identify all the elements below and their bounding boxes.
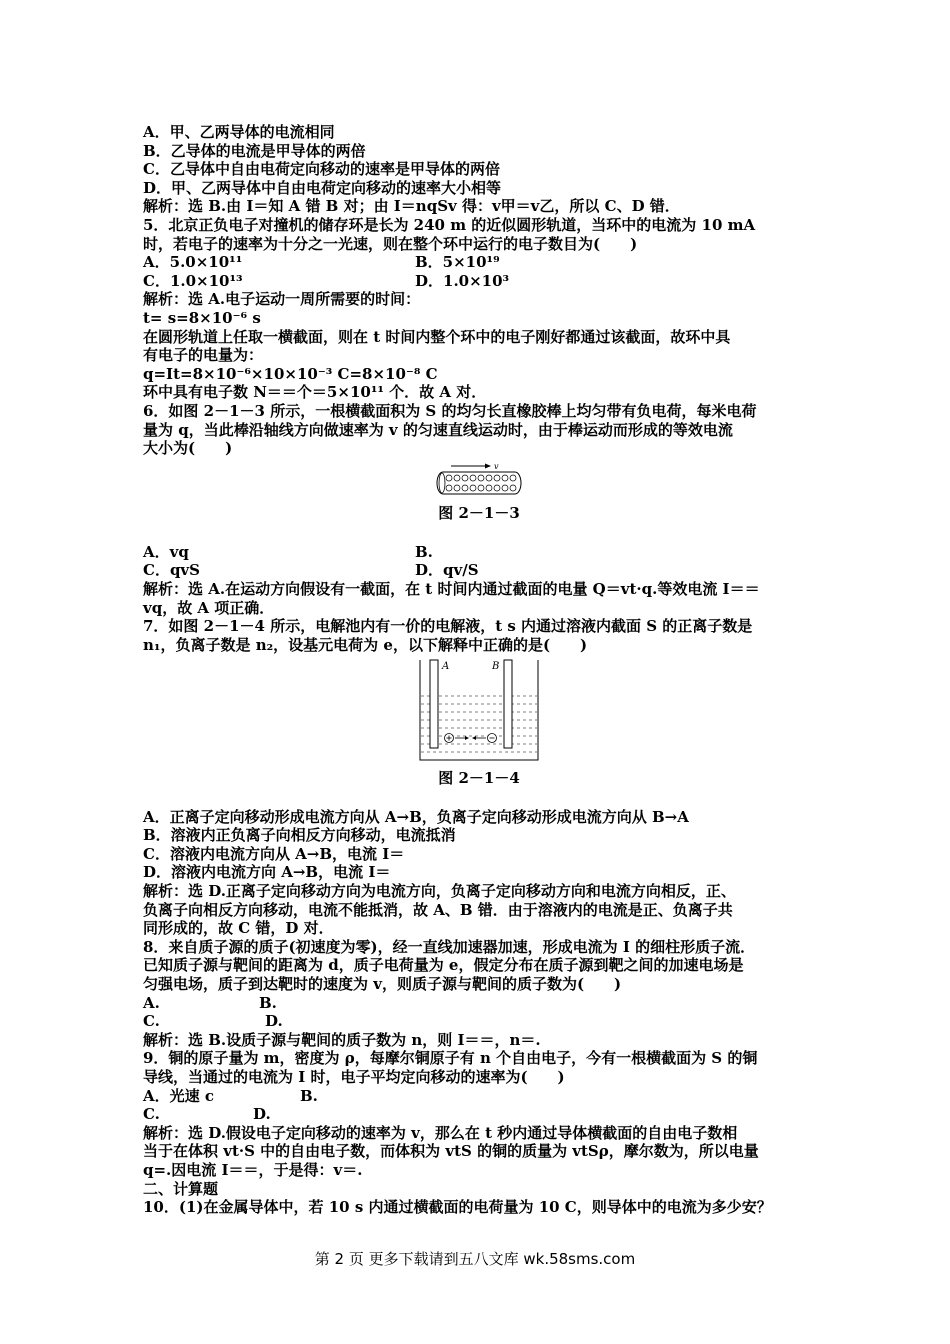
q9-option-a: A．光速 c <box>143 1086 214 1105</box>
ion-arrow-left-head <box>472 736 476 740</box>
q6-option-b: B. <box>415 542 433 561</box>
rod-charges <box>446 475 516 491</box>
q8-stem-line-3: 匀强电场，质子到达靶时的速度为 v，则质子源与靶间的质子数为( ) <box>143 974 622 993</box>
rod-charge <box>510 485 516 491</box>
q7-analysis-line-2: 负离子向相反方向移动，电流不能抵消，故 A、B 错．由于溶液内的电流是正、负离子共 <box>143 900 733 919</box>
q5-option-b: B．5×10¹⁹ <box>415 253 500 272</box>
q9-analysis-line-3: q=.因电流 I＝＝，于是得：v＝. <box>143 1160 363 1179</box>
rod-charge <box>478 485 484 491</box>
page-content <box>143 123 815 1217</box>
q9-analysis-line-1: 解析：选 D.假设电子定向移动的速率为 v，那么在 t 秒内通过导体横截面的自由电子数相 <box>143 1123 738 1142</box>
q7-option-b: B．溶液内正负离子向相反方向移动，电流抵消 <box>143 826 456 845</box>
q6-options-row-1 <box>143 543 815 562</box>
q5-analysis-line-4: 有电子的电量为： <box>143 346 264 365</box>
q8-options-row-1 <box>143 994 815 1013</box>
electrode-a <box>430 660 438 748</box>
q7-stem-line-1: 7．如图 2－1－4 所示，电解池内有一价的电解液，t s 内通过溶液内截面 S 的正离子数是 <box>143 617 753 636</box>
q8-stem-line-1: 8．来自质子源的质子(初速度为零)，经一直线加速器加速，形成电流为 I 的细柱形质子流． <box>143 937 756 956</box>
q9-option-d: D. <box>253 1105 271 1124</box>
rod-charge <box>454 475 460 481</box>
rod-charge <box>478 475 484 481</box>
q9-stem-line-1: 9．铜的原子量为 m，密度为 ρ，每摩尔铜原子有 n 个自由电子，今有一根横截面为 S 的铜 <box>143 1049 758 1068</box>
q8-option-c: C. <box>143 1012 160 1031</box>
q7-analysis-line-1: 解析：选 D.正离子定向移动方向为电流方向，负离子定向移动方向和电流方向相反，正、 <box>143 882 736 900</box>
q4-option-c: C．乙导体中自由电荷定向移动的速率是甲导体的两倍 <box>143 160 500 179</box>
q4-option-b: B．乙导体的电流是甲导体的两倍 <box>143 141 366 160</box>
figure-2-1-4-caption: 图 2－1－4 <box>438 769 520 788</box>
q7-option-a: A．正离子定向移动形成电流方向从 A→B，负离子定向移动形成电流方向从 B→A <box>143 807 689 826</box>
q10-stem: 10．(1)在金属导体中，若 10 s 内通过横截面的电荷量为 10 C，则导体中的电流为多少安？ <box>143 1198 772 1217</box>
q9-options-row-1 <box>143 1087 815 1106</box>
q9-stem-line-2: 导线，当通过的电流为 I 时，电子平均定向移动的速率为( ) <box>143 1067 565 1086</box>
rod-charge <box>494 485 500 491</box>
q5-option-c: C．1.0×10¹³ <box>143 271 243 290</box>
q4-option-d: D．甲、乙两导体中自由电荷定向移动的速率大小相等 <box>143 178 502 197</box>
page-footer: 第 2 页 更多下载请到五八文库 wk.58sms.com <box>314 1250 636 1268</box>
ion-arrow-right-head <box>465 736 469 740</box>
rod-charge <box>470 475 476 481</box>
q7-analysis-line-3: 同形成的，故 C 错，D 对． <box>143 919 334 938</box>
q6-option-c: C．qvS <box>143 561 200 580</box>
q5-options-row-2 <box>143 272 815 291</box>
rod-charge <box>486 485 492 491</box>
q7-stem-line-2: n₁，负离子数是 n₂，设基元电荷为 e，以下解释中正确的是( ) <box>143 635 588 654</box>
q6-analysis-line-1: 解析：选 A.在运动方向假设有一截面，在 t 时间内通过截面的电量 Q＝vt·q.等效电流 I＝＝ <box>143 580 760 599</box>
q5-analysis-line-2: t= s=8×10⁻⁶ s <box>143 308 261 327</box>
rod-charge <box>462 485 468 491</box>
rod-charge <box>454 485 460 491</box>
rod-charge <box>462 475 468 481</box>
q4-option-a: A．甲、乙两导体的电流相同 <box>143 123 335 141</box>
q5-analysis-line-3: 在圆形轨道上任取一横截面，则在 t 时间内整个环中的电子刚好都通过该截面，故环中具 <box>143 327 731 346</box>
q5-analysis-line-6: 环中具有电子数 N＝＝个＝5×10¹¹ 个．故 A 对． <box>143 383 487 402</box>
q6-stem-line-2: 量为 q，当此棒沿轴线方向做速率为 v 的匀速直线运动时，由于棒运动而形成的等效电流 <box>143 420 733 439</box>
q8-stem-line-2: 已知质子源与靶间的距离为 d，质子电荷量为 e，假定分布在质子源到靶之间的加速电场是 <box>143 956 744 975</box>
rod-charge <box>502 475 508 481</box>
q6-options-row-2 <box>143 561 815 580</box>
section-heading-calculation: 二、计算题 <box>143 1179 219 1198</box>
q6-option-a: A．vq <box>143 542 189 561</box>
q8-option-a: A. <box>143 993 160 1012</box>
q8-option-b: B. <box>259 993 277 1012</box>
q5-stem-line-2: 时，若电子的速率为十分之一光速，则在整个环中运行的电子数目为( ) <box>143 234 638 253</box>
rod-charge <box>446 485 452 491</box>
velocity-label: v <box>494 461 499 471</box>
figure-2-1-3-caption: 图 2－1－3 <box>438 504 520 523</box>
q9-option-b: B. <box>300 1086 318 1105</box>
electrode-b-label: B <box>492 661 500 673</box>
q6-analysis-line-2: vq，故 A 项正确． <box>143 598 275 617</box>
q4-analysis: 解析：选 B.由 I＝知 A 错 B 对；由 I＝nqSv 得：v甲＝v乙，所以 C、D 错． <box>143 197 680 216</box>
velocity-arrow-head <box>485 463 491 468</box>
electrolytic-cell-diagram <box>418 658 540 762</box>
rod-charge <box>502 485 508 491</box>
q8-options-row-2 <box>143 1012 815 1031</box>
rod-charge <box>470 485 476 491</box>
q8-analysis: 解析：选 B.设质子源与靶间的质子数为 n，则 I＝＝，n＝. <box>143 1030 541 1049</box>
q5-analysis-line-1: 解析：选 A.电子运动一周所需要的时间： <box>143 290 421 309</box>
q5-stem-line-1: 5．北京正负电子对撞机的储存环是长为 240 m 的近似圆形轨道，当环中的电流为 10 mA <box>143 215 756 234</box>
q6-stem-line-1: 6．如图 2－1－3 所示，一根横截面积为 S 的均匀长直橡胶棒上均匀带有负电荷，每米电荷 <box>143 401 757 420</box>
q8-option-d: D. <box>265 1012 283 1031</box>
q7-option-d: D．溶液内电流方向 A→B，电流 I＝ <box>143 863 391 882</box>
q5-option-a: A．5.0×10¹¹ <box>143 253 243 272</box>
q9-options-row-2 <box>143 1105 815 1124</box>
rod-charge <box>510 475 516 481</box>
q6-stem-line-3: 大小为( ) <box>143 439 233 458</box>
figure-2-1-4 <box>143 658 815 767</box>
q5-option-d: D．1.0×10³ <box>415 271 510 290</box>
electrode-a-label: A <box>442 661 450 673</box>
rod-charge <box>446 475 452 481</box>
q9-analysis-line-2: 当于在体积 vt·S 中的自由电子数，而体积为 vtS 的铜的质量为 vtSρ，摩尔数为，所以电量 <box>143 1142 759 1161</box>
q6-option-d: D．qv/S <box>415 561 479 580</box>
rubber-rod-diagram <box>433 462 525 498</box>
figure-2-1-3 <box>143 462 815 503</box>
q7-option-c: C．溶液内电流方向从 A→B，电流 I＝ <box>143 844 405 863</box>
q5-analysis-line-5: q=It=8×10⁻⁶×10×10⁻³ C=8×10⁻⁸ C <box>143 364 438 383</box>
q5-options-row-1 <box>143 253 815 272</box>
rod-end-left <box>439 473 445 493</box>
q9-option-c: C. <box>143 1105 160 1124</box>
rod-charge <box>486 475 492 481</box>
electrode-b <box>504 660 512 748</box>
rod-charge <box>494 475 500 481</box>
